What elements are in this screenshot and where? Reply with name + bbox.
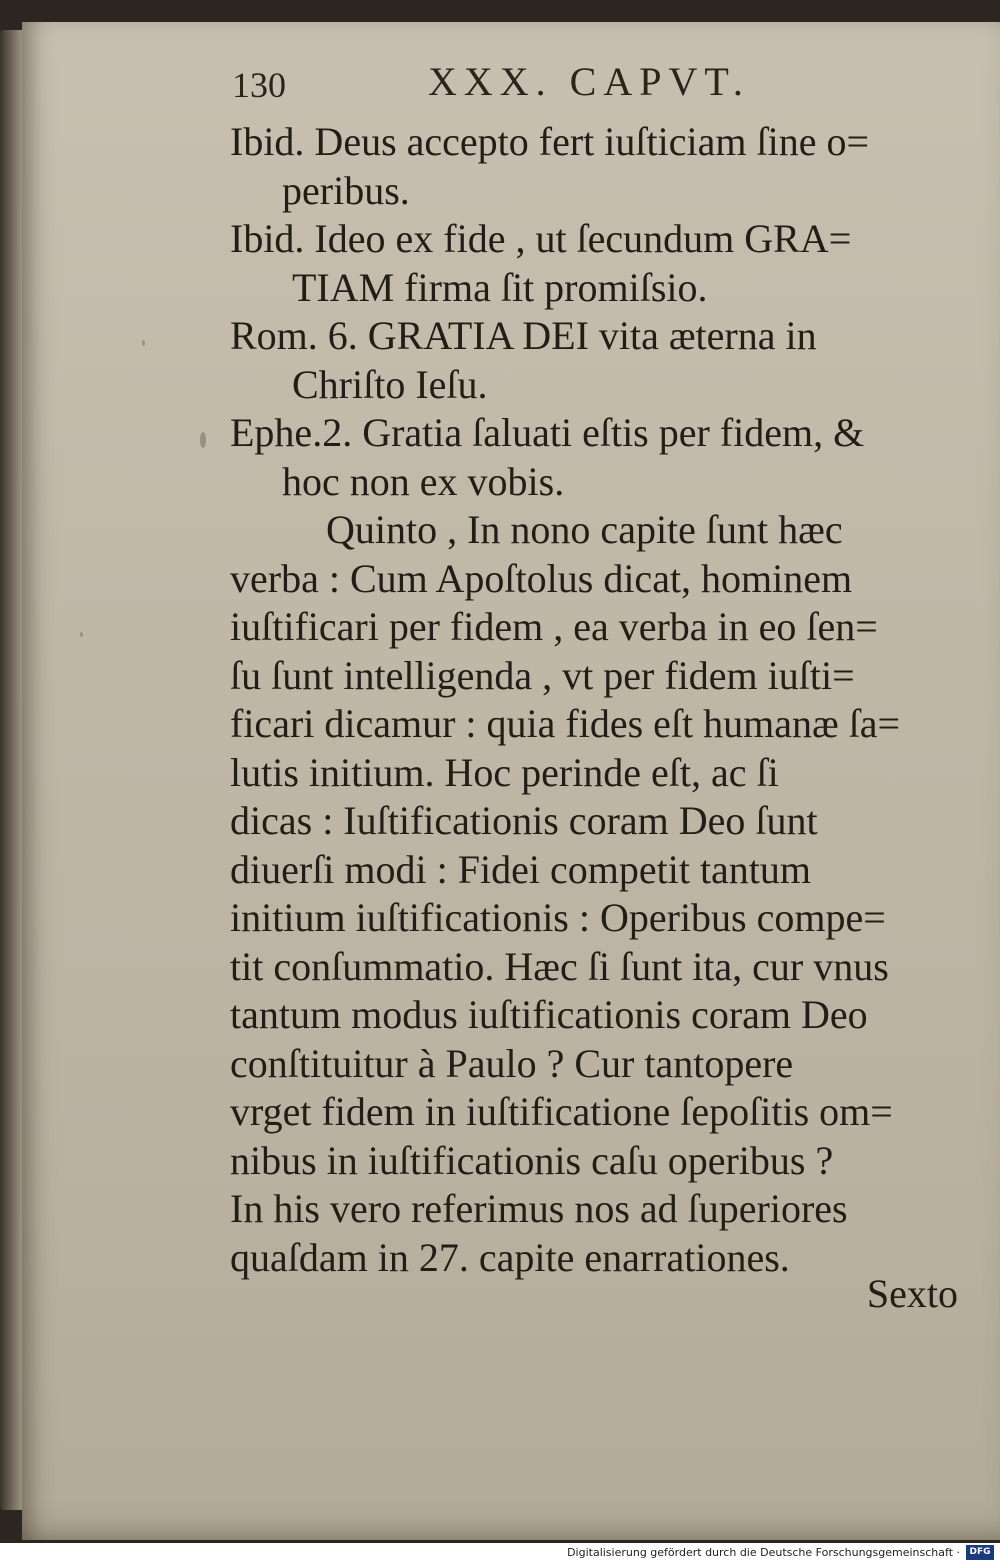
body-text: [230, 118, 970, 1328]
running-head: [232, 59, 972, 118]
ink-spot: [200, 432, 206, 448]
book-page: [22, 22, 1000, 1540]
text-line: nibus in iuſtificationis caſu operibus ?: [230, 1137, 834, 1183]
text-line: iuſtificari per fidem , ea verba in eo ſen=: [230, 604, 878, 649]
text-line: tit conſummatio. Hæc ſi ſunt ita, cur vnus: [230, 943, 889, 989]
ink-spot: [80, 632, 83, 637]
page-number: 130: [232, 65, 286, 105]
text-line: In his vero referimus nos ad ſuperiores: [230, 1186, 848, 1231]
text-line: lutis initium. Hoc perinde eſt, ac ſi: [230, 749, 779, 795]
text-line: diuerſi modi : Fidei competit tantum: [230, 846, 812, 892]
catchword: Sexto: [866, 1271, 958, 1316]
text-line: TIAM firma ſit promiſsio.: [292, 264, 708, 310]
text-line: Ibid. Deus accepto fert iuſticiam ſine o=: [230, 119, 870, 164]
text-line: peribus.: [282, 167, 410, 213]
text-line: ficari dicamur : quia fides eſt humanæ ſa=: [230, 701, 901, 746]
text-line: Ephe.2. Gratia ſaluati eſtis per fidem, &: [230, 410, 865, 455]
text-line: verba : Cum Apoſtolus dicat, hominem: [230, 555, 853, 601]
text-line: ſu ſunt intelligenda , vt per fidem iuſti=: [230, 652, 855, 698]
text-line: Rom. 6. GRATIA DEI vita æterna in: [230, 313, 817, 358]
text-line: Chriſto Ieſu.: [292, 361, 488, 407]
funding-credit: Digitalisierung gefördert durch die Deutsche Forschungsgemeinschaft ·: [567, 1546, 960, 1559]
ink-spot: [142, 340, 145, 346]
text-line: vrget fidem in iuſtificatione ſepoſitis om=: [230, 1089, 893, 1134]
text-line: tantum modus iuſtificationis coram Deo: [230, 992, 868, 1037]
dfg-logo: DFG: [966, 1545, 994, 1560]
text-line: dicas : Iuſtificationis coram Deo ſunt: [230, 798, 818, 843]
text-line: Ibid. Ideo ex fide , ut ſecundum GRA=: [230, 216, 852, 261]
text-line: initium iuſtificationis : Operibus compe=: [230, 895, 886, 940]
digitization-footer: [0, 1543, 1000, 1563]
page-content: [22, 22, 1000, 1540]
text-line: hoc non ex vobis.: [282, 458, 565, 504]
text-line: Quinto , In nono capite ſunt hæc: [326, 507, 843, 552]
text-line: conſtituitur à Paulo ? Cur tantopere: [230, 1040, 794, 1086]
chapter-title: XXX. CAPVT.: [428, 59, 750, 104]
text-line: quaſdam in 27. capite enarrationes.: [230, 1234, 790, 1280]
